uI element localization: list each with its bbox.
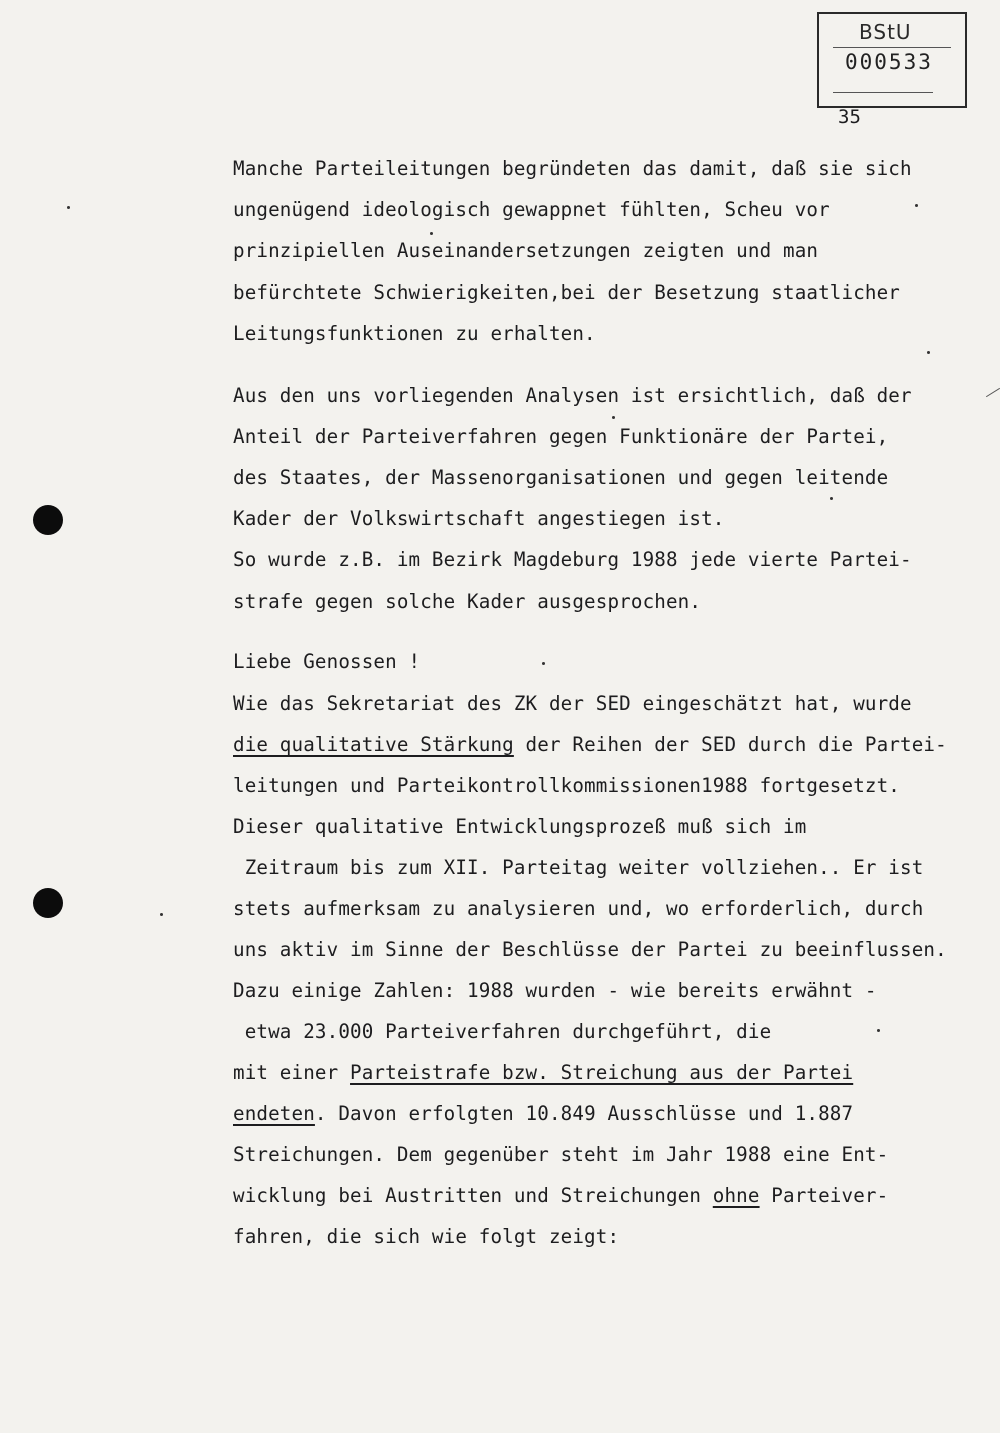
page-number: 35: [838, 106, 861, 128]
stamp-org: BStU: [859, 20, 912, 44]
stamp-number: 000533: [845, 50, 933, 74]
text-line: [233, 1102, 853, 1126]
speck: [430, 232, 433, 235]
speck: [612, 416, 615, 419]
margin-mark: [986, 388, 1000, 397]
text-segment: mit einer: [233, 1061, 351, 1084]
text-line: fahren, die sich wie folgt zeigt:: [233, 1225, 620, 1248]
text-line: etwa 23.000 Parteiverfahren durchgeführt, die: [233, 1020, 772, 1043]
text-line: [233, 733, 947, 757]
text-line: Dieser qualitative Entwicklungsprozeß muß sich im: [233, 815, 807, 838]
text-line: Wie das Sekretariat des ZK der SED eingeschätzt hat, wurde: [233, 692, 912, 715]
stamp-divider: [833, 47, 951, 48]
speck: [67, 206, 70, 209]
underlined-text: Parteistrafe bzw. Streichung aus der Partei: [350, 1061, 854, 1084]
speck: [542, 662, 545, 665]
speck: [915, 204, 918, 207]
text-line: Anteil der Parteiverfahren gegen Funktionäre der Partei,: [233, 425, 889, 448]
text-line: Leitungsfunktionen zu erhalten.: [233, 322, 596, 345]
underlined-text: die qualitative Stärkung: [233, 733, 514, 756]
text-line: prinzipiellen Auseinandersetzungen zeigten und man: [233, 239, 819, 262]
text-segment: wicklung bei Austritten und Streichungen: [233, 1184, 713, 1207]
text-segment: der Reihen der SED durch die Partei-: [513, 733, 947, 756]
speck: [877, 1029, 880, 1032]
speck: [830, 497, 833, 500]
text-line: [233, 1061, 853, 1085]
text-line: Aus den uns vorliegenden Analysen ist ersichtlich, daß der: [233, 384, 912, 407]
salutation: Liebe Genossen !: [233, 650, 421, 673]
text-line: leitungen und Parteikontrollkommissionen1988 fortgesetzt.: [233, 774, 901, 797]
text-line: befürchtete Schwierigkeiten,bei der Besetzung staatlicher: [233, 281, 901, 304]
text-line: Streichungen. Dem gegenüber steht im Jahr 1988 eine Ent-: [233, 1143, 889, 1166]
speck: [160, 913, 163, 916]
punch-hole: [33, 505, 63, 535]
underlined-text: ohne: [712, 1184, 760, 1207]
archive-stamp: [817, 12, 967, 108]
text-line: Kader der Volkswirtschaft angestiegen ist.: [233, 507, 725, 530]
text-line: uns aktiv im Sinne der Beschlüsse der Partei zu beeinflussen.: [233, 938, 947, 961]
text-line: des Staates, der Massenorganisationen und gegen leitende: [233, 466, 889, 489]
text-line: [233, 1184, 888, 1208]
text-line: Manche Parteileitungen begründeten das damit, daß sie sich: [233, 157, 912, 180]
text-line: Zeitraum bis zum XII. Parteitag weiter vollziehen.. Er ist: [233, 856, 924, 879]
text-line: ungenügend ideologisch gewappnet fühlten, Scheu vor: [233, 198, 830, 221]
underlined-text: endeten: [233, 1102, 315, 1125]
text-line: Dazu einige Zahlen: 1988 wurden - wie bereits erwähnt -: [233, 979, 877, 1002]
speck: [927, 351, 930, 354]
text-segment: . Davon erfolgten 10.849 Ausschlüsse und 1.887: [314, 1102, 854, 1125]
punch-hole: [33, 888, 63, 918]
stamp-divider: [833, 92, 933, 93]
text-segment: Parteiver-: [759, 1184, 889, 1207]
text-line: stets aufmerksam zu analysieren und, wo erforderlich, durch: [233, 897, 924, 920]
text-line: strafe gegen solche Kader ausgesprochen.: [233, 590, 702, 613]
text-line: So wurde z.B. im Bezirk Magdeburg 1988 jede vierte Partei-: [233, 548, 912, 571]
